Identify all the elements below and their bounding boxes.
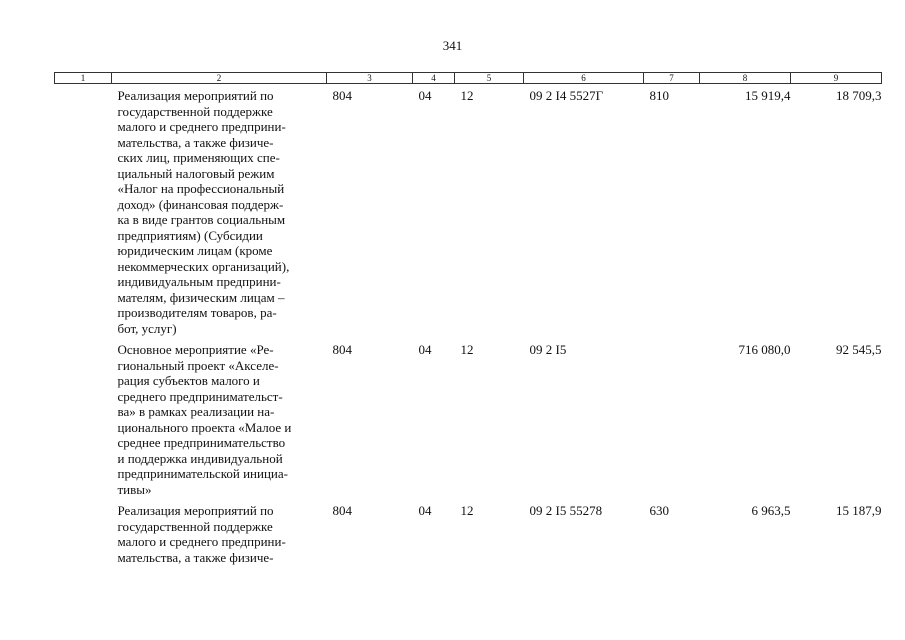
amount-cell-9: 18 709,3: [836, 88, 882, 103]
column-header-3: 3: [327, 73, 413, 84]
description-line: гиональный проект «Акселе-: [117, 357, 279, 373]
budget-table: [54, 72, 882, 567]
description-line: мателям, физическим лицам –: [117, 289, 285, 305]
description-line: тивы»: [117, 481, 152, 497]
column-header-6: 6: [524, 73, 644, 84]
row-number-cell: [55, 338, 112, 499]
description-line: бот, услуг): [117, 320, 177, 336]
column-number-header: [55, 73, 882, 84]
column-header-2: 2: [112, 73, 327, 84]
description-line: производителям товаров, ра-: [117, 305, 277, 320]
page-number: 341: [442, 38, 463, 53]
table-row: [55, 84, 882, 339]
description-line: и поддержка индивидуальной: [117, 450, 283, 466]
ministry-code-cell: 804: [332, 88, 352, 103]
target-article-cell: 09 2 I5 55278: [529, 503, 603, 518]
description-line: доход» (финансовая поддерж-: [117, 196, 284, 212]
description-line: ционального проекта «Малое и: [117, 419, 292, 435]
description-line: среднее предпринимательство: [117, 435, 286, 450]
section-code-cell: 04: [418, 503, 432, 518]
subsection-code-cell: 12: [460, 88, 474, 103]
description-line: ка в виде грантов социальным: [117, 212, 286, 227]
target-article-cell: 09 2 I5: [529, 342, 567, 357]
description-cell: [112, 338, 327, 499]
section-code-cell: 04: [418, 342, 432, 357]
description-line: малого и среднего предприни-: [117, 119, 286, 134]
column-header-5: 5: [455, 73, 524, 84]
table-row: [55, 499, 882, 567]
table-row: [55, 338, 882, 499]
ministry-code-cell: 804: [332, 342, 352, 357]
description-line: ских лиц, применяющих спе-: [117, 150, 280, 165]
subsection-code-cell: 12: [460, 342, 474, 357]
target-article-cell: 09 2 I4 5527Г: [529, 88, 604, 103]
row-number-cell: [55, 84, 112, 339]
description-line: индивидуальным предприни-: [117, 274, 281, 289]
description-line: мательства, а также физиче-: [117, 549, 274, 565]
expense-type-cell: [644, 338, 700, 499]
description-cell: [112, 84, 327, 339]
section-code-cell: 04: [418, 88, 432, 103]
description-line: Реализация мероприятий по: [117, 88, 274, 103]
description-line: Реализация мероприятий по: [117, 503, 274, 518]
description-line: Основное мероприятие «Ре-: [117, 342, 274, 357]
column-header-8: 8: [700, 73, 791, 84]
description-line: ва» в рамках реализации на-: [117, 404, 275, 419]
description-line: среднего предпринимательст-: [117, 388, 283, 404]
description-line: малого и среднего предприни-: [117, 534, 286, 549]
amount-cell-9: 92 545,5: [836, 342, 882, 357]
subsection-code-cell: 12: [460, 503, 474, 518]
description-line: мательства, а также физиче-: [117, 134, 274, 150]
row-number-cell: [55, 499, 112, 567]
description-line: предпринимательской инициа-: [117, 466, 288, 481]
expense-type-cell: 810: [649, 88, 669, 103]
description-line: государственной поддержке: [117, 103, 273, 119]
description-line: юридическим лицам (кроме: [117, 243, 273, 258]
amount-cell-8: 15 919,4: [745, 88, 791, 103]
description-line: «Налог на профессиональный: [117, 181, 285, 196]
column-header-9: 9: [791, 73, 882, 84]
column-header-7: 7: [644, 73, 700, 84]
amount-cell-8: 716 080,0: [738, 342, 791, 357]
column-header-1: 1: [55, 73, 112, 84]
ministry-code-cell: 804: [332, 503, 352, 518]
description-line: циальный налоговый режим: [117, 165, 275, 181]
description-line: некоммерческих организаций),: [117, 258, 290, 274]
description-line: государственной поддержке: [117, 518, 273, 534]
amount-cell-8: 6 963,5: [751, 503, 791, 518]
amount-cell-9: 15 187,9: [836, 503, 882, 518]
expense-type-cell: 630: [649, 503, 669, 518]
column-header-4: 4: [413, 73, 455, 84]
description-line: рация субъектов малого и: [117, 373, 260, 388]
description-line: предприятиям) (Субсидии: [117, 227, 263, 243]
description-cell: [112, 499, 327, 567]
